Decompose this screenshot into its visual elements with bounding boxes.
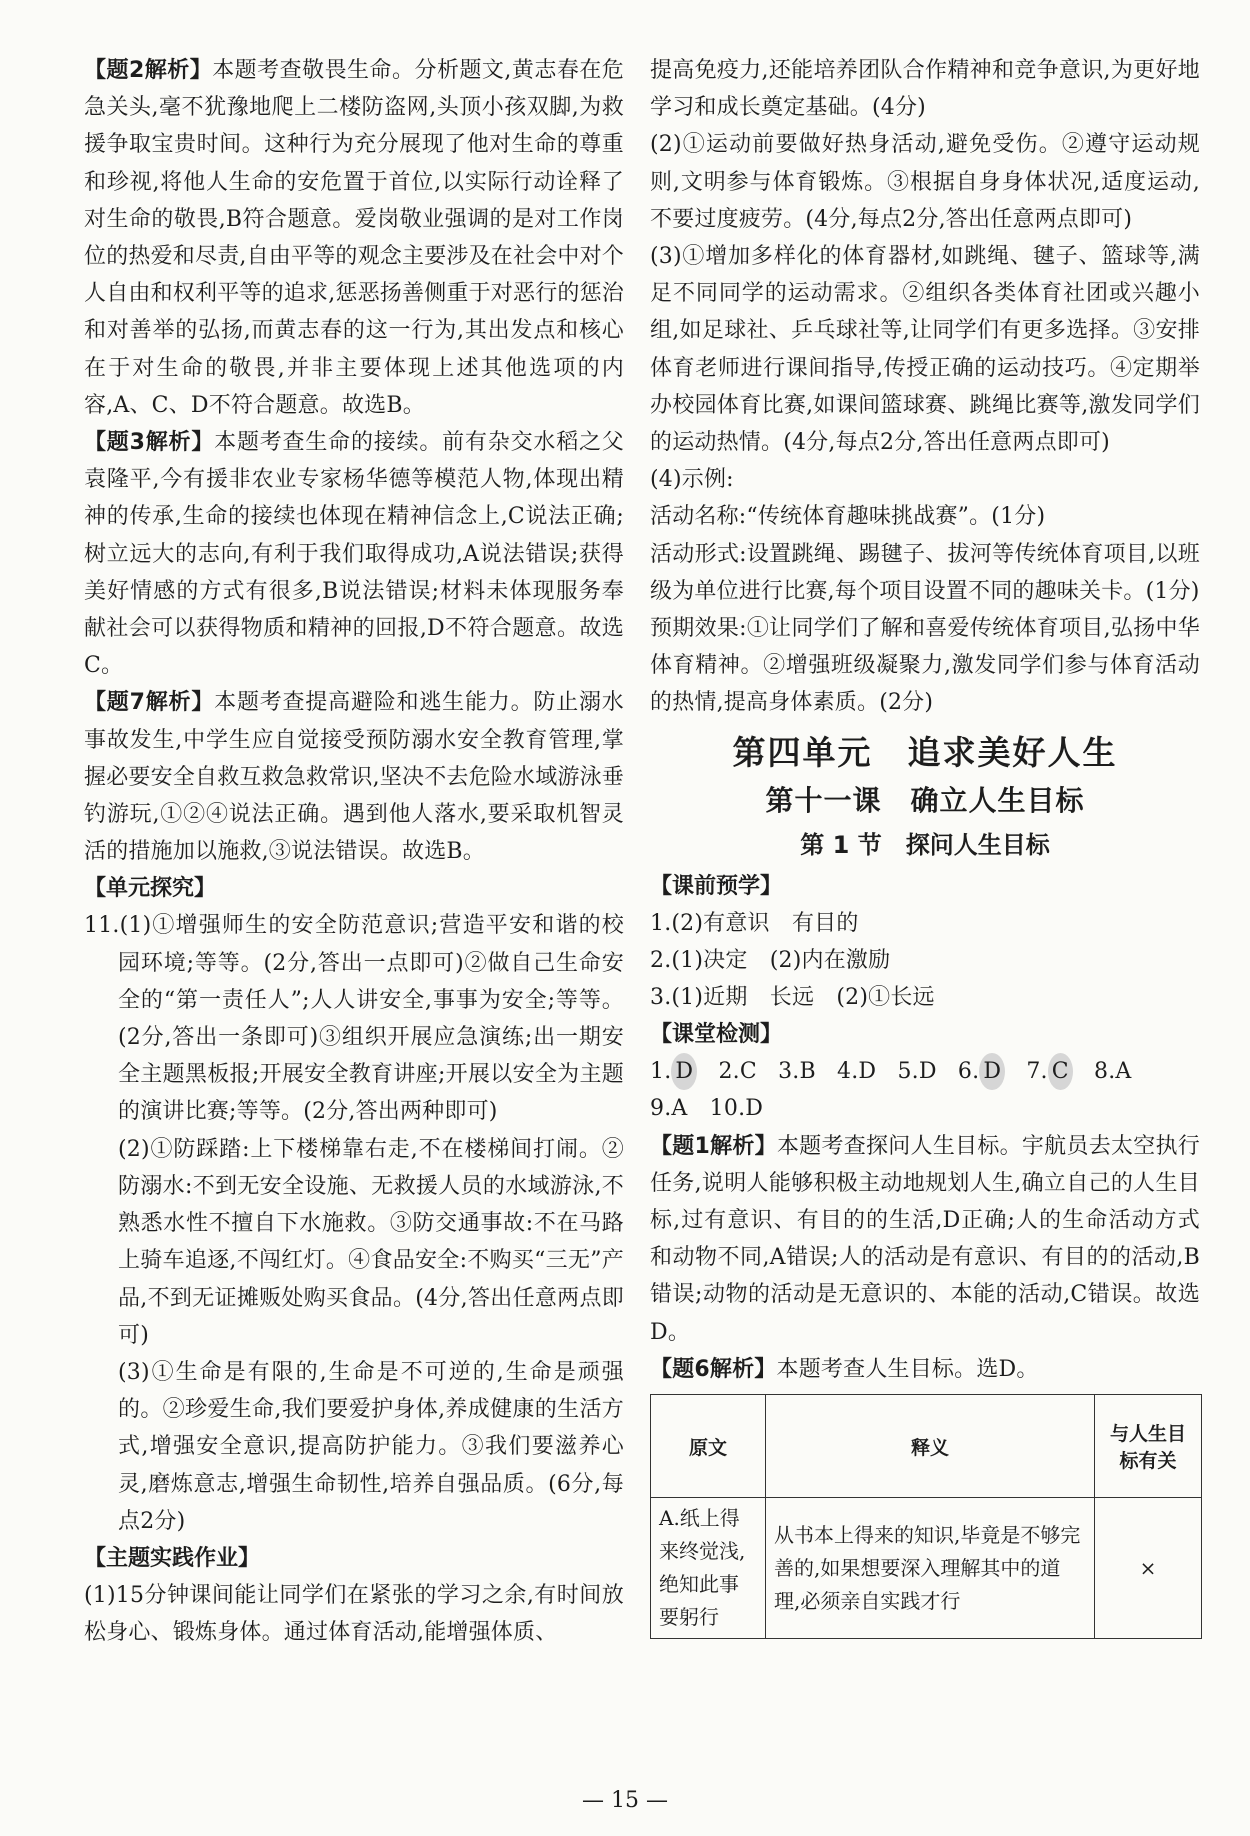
table-header: 原文 (651, 1395, 766, 1498)
analysis-text: 本题考查敬畏生命。分析题文,黄志春在危急关头,毫不犹豫地爬上二楼防盗网,头顶小孩双脚,为救援争取宝贵时间。这种行为充分展现了他对生命的尊重和珍视,将他人生命的安危置于首位,以实际行动诠释了对生命的敬畏,B符合题意。爱岗敬业强调的是对工作岗位的热爱和尽责,自由平等的观念主要涉及在社会中对个人自由和权利平等的追求,惩恶扬善侧重于对恶行的惩治和对善举的弘扬,而黄志春的这一行为,其出发点和核心在于对生命的敬畏,并非主要体现上述其他选项的内容,A、C、D不符合题意。故选B。 (84, 58, 624, 418)
answer-item: 2.C (718, 1059, 757, 1085)
analysis-text: 本题考查生命的接续。前有杂交水稻之父袁隆平,今有援非农业专家杨华德等模范人物,体现出精神的传承,生命的接续也体现在精神信念上,C说法正确;树立远大的志向,有利于我们取得成功,A说法错误;获得美好情感的方式有很多,B说法错误;材料未体现服务奉献社会可以获得物质和精神的回报,D不符合题意。故选C。 (84, 430, 624, 679)
analysis-tag: 【题1解析】 (650, 1133, 777, 1159)
analysis-text: 本题考查提高避险和逃生能力。防止溺水事故发生,中学生应自觉接受预防溺水安全教育管理,掌握必要安全自救互救急救常识,坚决不去危险水域游泳垂钓游玩,①②④说法正确。遇到他人落水,要采取机智灵活的措施加以施救,③说法错误。故选B。 (84, 690, 624, 865)
table-cell: 从书本上得来的知识,毕竟是不够完善的,如果想要深入理解其中的道理,必须亲自实践才行 (766, 1498, 1095, 1639)
activity-form: 活动形式:设置跳绳、踢毽子、拔河等传统体育项目,以班级为单位进行比赛,每个项目设置不同的趣味关卡。(1分) (650, 541, 1200, 604)
answer-item: 5.D (897, 1059, 937, 1085)
preview-answer-3: 3.(1)近期 长远 (2)①长远 (650, 985, 935, 1011)
section-heading-practice: 【主题实践作业】 (84, 1545, 261, 1571)
table-cell: A.纸上得来终觉浅,绝知此事要躬行 (651, 1498, 766, 1639)
table-row (651, 1498, 1202, 1639)
homework-part3: (3)①增加多样化的体育器材,如跳绳、毽子、篮球等,满足不同同学的运动需求。②组织各类体育社团或兴趣小组,如足球社、乒乓球社等,让同学们有更多选择。③安排体育老师进行课间指导,传授正确的运动技巧。④定期举办校园体育比赛,如课间篮球赛、跳绳比赛等,激发同学们的运动热情。(4分,每点2分,答出任意两点即可) (650, 244, 1200, 456)
answer-item: 4.D (837, 1059, 877, 1085)
table-header-row (651, 1395, 1202, 1498)
analysis-q3 (84, 424, 624, 684)
analysis-q6 (650, 1351, 1200, 1388)
analysis-text: 本题考查人生目标。选D。 (776, 1356, 1039, 1382)
analysis-q1 (650, 1128, 1200, 1351)
section-heading-unit-explore: 【单元探究】 (84, 876, 217, 902)
homework-part2: (2)①运动前要做好热身活动,避免受伤。②遵守运动规则,文明参与体育锻炼。③根据自身身体状况,适度运动,不要过度疲劳。(4分,每点2分,答出任意两点即可) (650, 132, 1200, 232)
answer-item: 3.B (778, 1059, 816, 1085)
homework-part1: (1)15分钟课间能让同学们在紧张的学习之余,有时间放松身心、锻炼身体。通过体育活动,能增强体质、 (84, 1582, 624, 1646)
homework-part4: (4)示例: (650, 467, 734, 493)
homework-part1-continued: 提高免疫力,还能培养团队合作精神和竞争意识,为更好地学习和成长奠定基础。(4分) (650, 58, 1200, 121)
preview-answer-2: 2.(1)决定 (2)内在激励 (650, 947, 891, 973)
preview-answer-1: 1.(2)有意识 有目的 (650, 910, 859, 936)
analysis-text: 本题考查探问人生目标。宇航员去太空执行任务,说明人能够积极主动地规划人生,确立自己的人生目标,过有意识、有目的的生活,D正确;人的生命活动方式和动物不同,A错误;人的活动是有意识、有目的的活动,B错误;动物的活动是无意识的、本能的活动,C错误。故选D。 (650, 1133, 1200, 1345)
answer-key-row-2: 9.A 10.D (650, 1096, 764, 1122)
answer-item: 8.A (1094, 1059, 1132, 1085)
unit-title: 第四单元 追求美好人生 (732, 732, 1118, 772)
answer-11-part1: 11.(1)①增强师生的安全防范意识;营造平安和谐的校园环境;等等。(2分,答出一点即可)②做自己生命安全的“第一责任人”;人人讲安全,事事为安全;等等。(2分,答出一条即可)③组织开展应急演练;出一期安全主题黑板报;开展安全教育讲座;开展以安全为主题的演讲比赛;等等。(2分,答出两种即可) (84, 913, 624, 1125)
section-title: 第 1 节 探问人生目标 (800, 830, 1050, 859)
answer-circled: D (671, 1053, 697, 1090)
right-column (650, 52, 1200, 1639)
table-header: 释义 (766, 1395, 1095, 1498)
analysis-tag: 【题2解析】 (84, 58, 213, 83)
answer-key-row (650, 1053, 1200, 1090)
analysis-tag: 【题7解析】 (84, 690, 215, 716)
table-cell: × (1095, 1498, 1202, 1639)
answer-num: 1. (650, 1059, 672, 1085)
answer-circled: C (1048, 1053, 1073, 1090)
answer-num: 7. (1026, 1059, 1048, 1085)
analysis-q2 (84, 52, 624, 424)
table-header: 与人生目标有关 (1095, 1395, 1202, 1498)
analysis-q7 (84, 684, 624, 870)
answer-11-part2: (2)①防踩踏:上下楼梯靠右走,不在楼梯间打闹。②防溺水:不到无安全设施、无救援人员的水域游泳,不熟悉水性不擅自下水施救。③防交通事故:不在马路上骑车追逐,不闯红灯。④食品安全:不购买“三无”产品,不到无证摊贩处购买食品。(4分,答出任意两点即可) (118, 1136, 624, 1348)
answer-num: 6. (957, 1059, 980, 1085)
answer-11-part3: (3)①生命是有限的,生命是不可逆的,生命是顽强的。②珍爱生命,我们要爱护身体,养成健康的生活方式,增强安全意识,提高防护能力。③我们要滋养心灵,磨炼意志,增强生命韧性,培养自强品质。(6分,每点2分) (118, 1359, 624, 1534)
page-number: — 15 — (582, 1788, 668, 1813)
analysis-tag: 【题6解析】 (650, 1356, 777, 1382)
left-column (84, 52, 624, 1651)
section-heading-preview: 【课前预学】 (650, 873, 783, 899)
analysis-table (650, 1394, 1202, 1639)
analysis-tag: 【题3解析】 (84, 430, 215, 456)
answer-circled: D (979, 1053, 1005, 1090)
section-heading-check: 【课堂检测】 (650, 1022, 783, 1048)
activity-name: 活动名称:“传统体育趣味挑战赛”。(1分) (650, 504, 1046, 530)
activity-effect: 预期效果:①让同学们了解和喜爱传统体育项目,弘扬中华体育精神。②增强班级凝聚力,激发同学们参与体育活动的热情,提高身体素质。(2分) (650, 616, 1200, 716)
lesson-title: 第十一课 确立人生目标 (765, 783, 1085, 817)
